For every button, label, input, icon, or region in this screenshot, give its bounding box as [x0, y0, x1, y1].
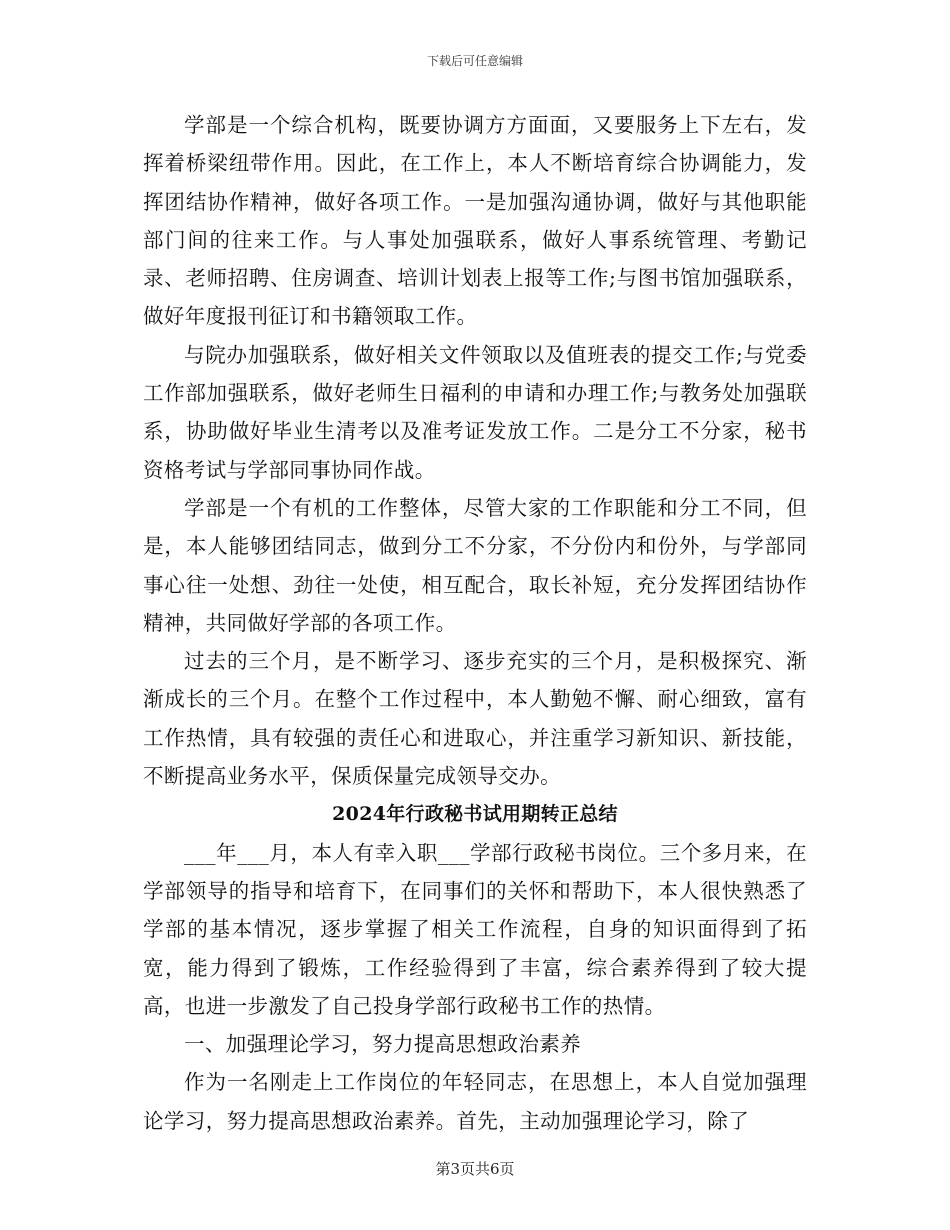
paragraph: 与院办加强联系，做好相关文件领取以及值班表的提交工作;与党委工作部加强联系，做好老师生日福利的申请和办理工作;与教务处加强联系，协助做好毕业生清考以及准考证发放工作。二是分工不分家，秘书资格考试与学部同事协同作战。 [143, 342, 807, 482]
page-number: 第3页共6页 [435, 1160, 515, 1178]
paragraph: 作为一名刚走上工作岗位的年轻同志，在思想上，本人自觉加强理论学习，努力提高思想政治素养。首先，主动加强理论学习，除了 [143, 1070, 807, 1133]
section-heading: 一、加强理论学习，努力提高思想政治素养 [184, 1032, 582, 1057]
document-title: 2024年行政秘书试用期转正总结 [332, 803, 618, 826]
paragraph: 学部是一个有机的工作整体，尽管大家的工作职能和分工不同，但是，本人能够团结同志，做到分工不分家，不分份内和份外，与学部同事心往一处想、劲往一处使，相互配合，取长补短，充分发挥团结协作精神，共同做好学部的各项工作。 [143, 495, 807, 635]
page-header-note: 下载后可任意编辑 [426, 54, 523, 68]
paragraph: 学部是一个综合机构，既要协调方方面面，又要服务上下左右，发挥着桥梁纽带作用。因此，在工作上，本人不断培育综合协调能力，发挥团结协作精神，做好各项工作。一是加强沟通协调，做好与其他职能部门间的往来工作。与人事处加强联系，做好人事系统管理、考勤记录、老师招聘、住房调查、培训计划表上报等工作;与图书馆加强联系，做好年度报刊征订和书籍领取工作。 [143, 113, 807, 329]
document-body [143, 106, 807, 1140]
paragraph: 过去的三个月，是不断学习、逐步充实的三个月，是积极探究、渐渐成长的三个月。在整个工作过程中，本人勤勉不懈、耐心细致，富有工作热情，具有较强的责任心和进取心，并注重学习新知识、新技能，不断提高业务水平，保质保量完成领导交办。 [143, 649, 807, 789]
paragraph: ___年___月，本人有幸入职___学部行政秘书岗位。三个多月来，在学部领导的指导和培育下，在同事们的关怀和帮助下，本人很快熟悉了学部的基本情况，逐步掌握了相关工作流程，自身的知识面得到了拓宽，能力得到了锻炼，工作经验得到了丰富，综合素养得到了较大提高，也进一步激发了自己投身学部行政秘书工作的热情。 [143, 840, 807, 1018]
